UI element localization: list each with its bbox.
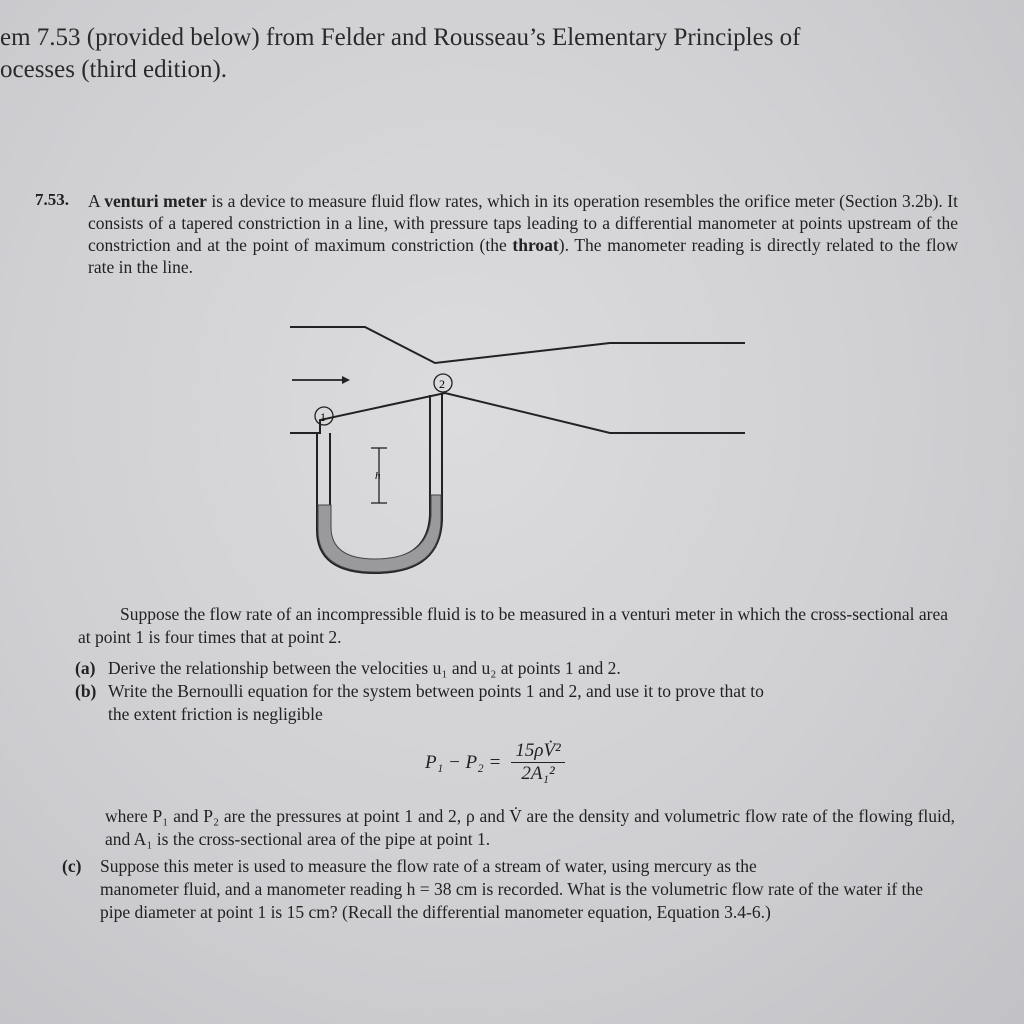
equation-lhs: P₁ − P₂ = — [425, 751, 502, 773]
problem-intro — [88, 190, 958, 278]
point-1-label: 1 — [320, 410, 326, 424]
part-b-text-continued: the extent friction is negligible — [108, 704, 323, 724]
h-label: h — [375, 470, 381, 482]
pipe-bottom-wall — [290, 393, 745, 433]
part-c-text-continued: manometer fluid, and a manometer reading h = 38 cm is recorded. What is the volumetric flow rate of the water if the pipe diameter at point 1 is 15 cm? (Recall the differential manometer equation, Equation 3.4-6.) — [100, 879, 924, 922]
point-2-label: 2 — [439, 377, 445, 391]
header-line-1: em 7.53 (provided below) from Felder and Rousseau’s Elementary Principles of — [0, 24, 801, 51]
part-c-label: (c) — [62, 856, 82, 876]
where-paragraph: where P₁ and P₂ are the pressures at point 1 and 2, ρ and V̇ are the density and volumetric flow rate of the flowing fluid, and A₁ is the cross-sectional area of the pipe at point 1. — [105, 806, 955, 849]
part-b-text: Write the Bernoulli equation for the system between points 1 and 2, and use it to prove that to — [108, 681, 764, 701]
part-c — [62, 855, 942, 924]
bernoulli-equation — [425, 740, 565, 785]
part-b — [75, 680, 945, 726]
part-b-label: (b) — [75, 681, 97, 701]
manometer-fluid — [318, 495, 441, 572]
part-a-label: (a) — [75, 658, 96, 678]
equation-denominator: 2A₁² — [521, 763, 555, 784]
flow-arrow-head — [342, 376, 350, 384]
venturi-meter-term: venturi meter — [104, 191, 207, 211]
throat-term: throat — [512, 235, 559, 255]
part-a — [75, 657, 945, 680]
suppose-paragraph: Suppose the flow rate of an incompressible fluid is to be measured in a venturi meter in which the cross-sectional area at point 1 is four times that at point 2. — [78, 604, 948, 647]
problem-number: 7.53. — [35, 190, 69, 209]
equation-numerator: 15ρV̇² — [511, 740, 564, 763]
intro-start: A — [88, 191, 105, 211]
pipe-top-wall — [290, 327, 745, 363]
equation-fraction — [511, 740, 564, 785]
intro-end: ). The manometer reading is directly related to the flow rate in the line. — [88, 235, 958, 277]
header-line-2: ocesses (third edition). — [0, 56, 228, 83]
intro-middle: is a device to measure fluid flow rates, which in its operation resembles the orifice meter (Section 3.2b). It consists of a tapered constriction in a line, with pressure taps leading to a differential manometer at points upstream of the constriction and at the point of maximum constriction (the — [88, 191, 958, 255]
part-a-text: Derive the relationship between the velocities u₁ and u₂ at points 1 and 2. — [108, 658, 621, 678]
page-header — [0, 22, 801, 86]
venturi-meter-diagram — [280, 315, 760, 580]
part-c-text: Suppose this meter is used to measure the flow rate of a stream of water, using mercury as the — [100, 856, 757, 876]
